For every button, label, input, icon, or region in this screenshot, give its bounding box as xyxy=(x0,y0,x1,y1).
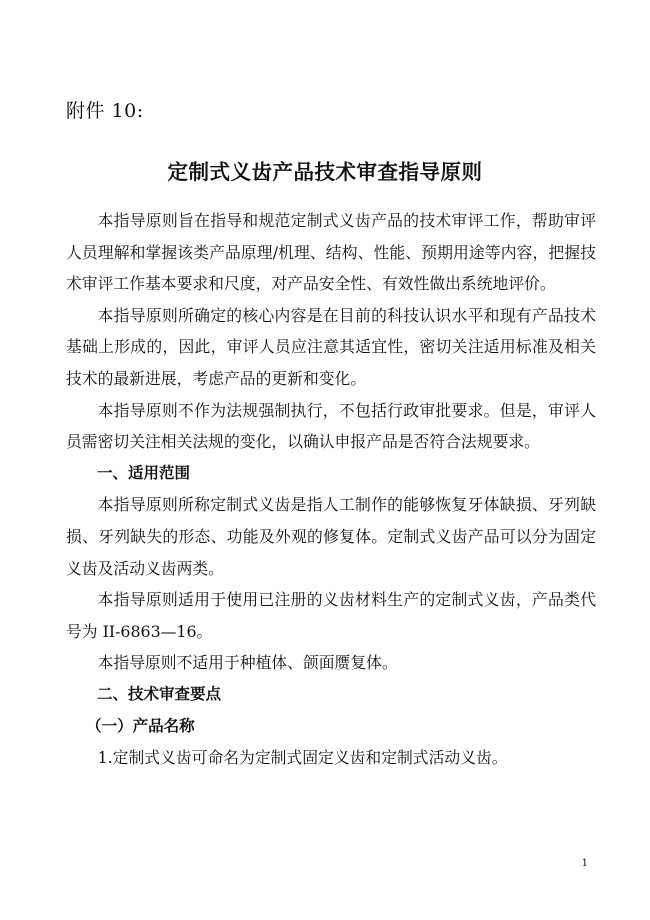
paragraph-core-content: 本指导原则所确定的核心内容是在目前的科技认识水平和现有产品技术基础上形成的，因此，审评人员应注意其适宜性，密切关注适用标准及相关技术的最新进展，考虑产品的更新和变化。 xyxy=(66,305,596,388)
subsection-heading-product-name: （一）产品名称 xyxy=(86,716,195,735)
paragraph-naming: 1.定制式义齿可命名为定制式固定义齿和定制式活动义齿。 xyxy=(97,748,508,768)
paragraph-exclusions: 本指导原则不适用于种植体、颌面赝复体。 xyxy=(97,653,398,673)
document-body xyxy=(66,205,596,774)
attachment-label: 附件 10: xyxy=(66,100,144,122)
paragraph-intro: 本指导原则旨在指导和规范定制式义齿产品的技术审评工作，帮助审评人员理解和掌握该类产品原理/机理、结构、性能、预期用途等内容，把握技术审评工作基本要求和尺度，对产品安全性、有效性做出系统地评价。 xyxy=(66,211,596,294)
paragraph-applicability: 本指导原则适用于使用已注册的义齿材料生产的定制式义齿，产品类代号为 II-6863—16。 xyxy=(66,590,596,641)
paragraph-definition: 本指导原则所称定制式义齿是指人工制作的能够恢复牙体缺损、牙列缺损、牙列缺失的形态、功能及外观的修复体。定制式义齿产品可以分为固定义齿及活动义齿两类。 xyxy=(66,495,596,578)
section-heading-review-points: 二、技术审查要点 xyxy=(97,684,222,703)
paragraph-not-mandatory: 本指导原则不作为法规强制执行，不包括行政审批要求。但是，审评人员需密切关注相关法规的变化，以确认申报产品是否符合法规要求。 xyxy=(66,400,596,452)
section-heading-scope: 一、适用范围 xyxy=(97,463,191,482)
document-title: 定制式义齿产品技术审查指导原则 xyxy=(167,160,483,184)
page-number: 1 xyxy=(581,858,588,869)
